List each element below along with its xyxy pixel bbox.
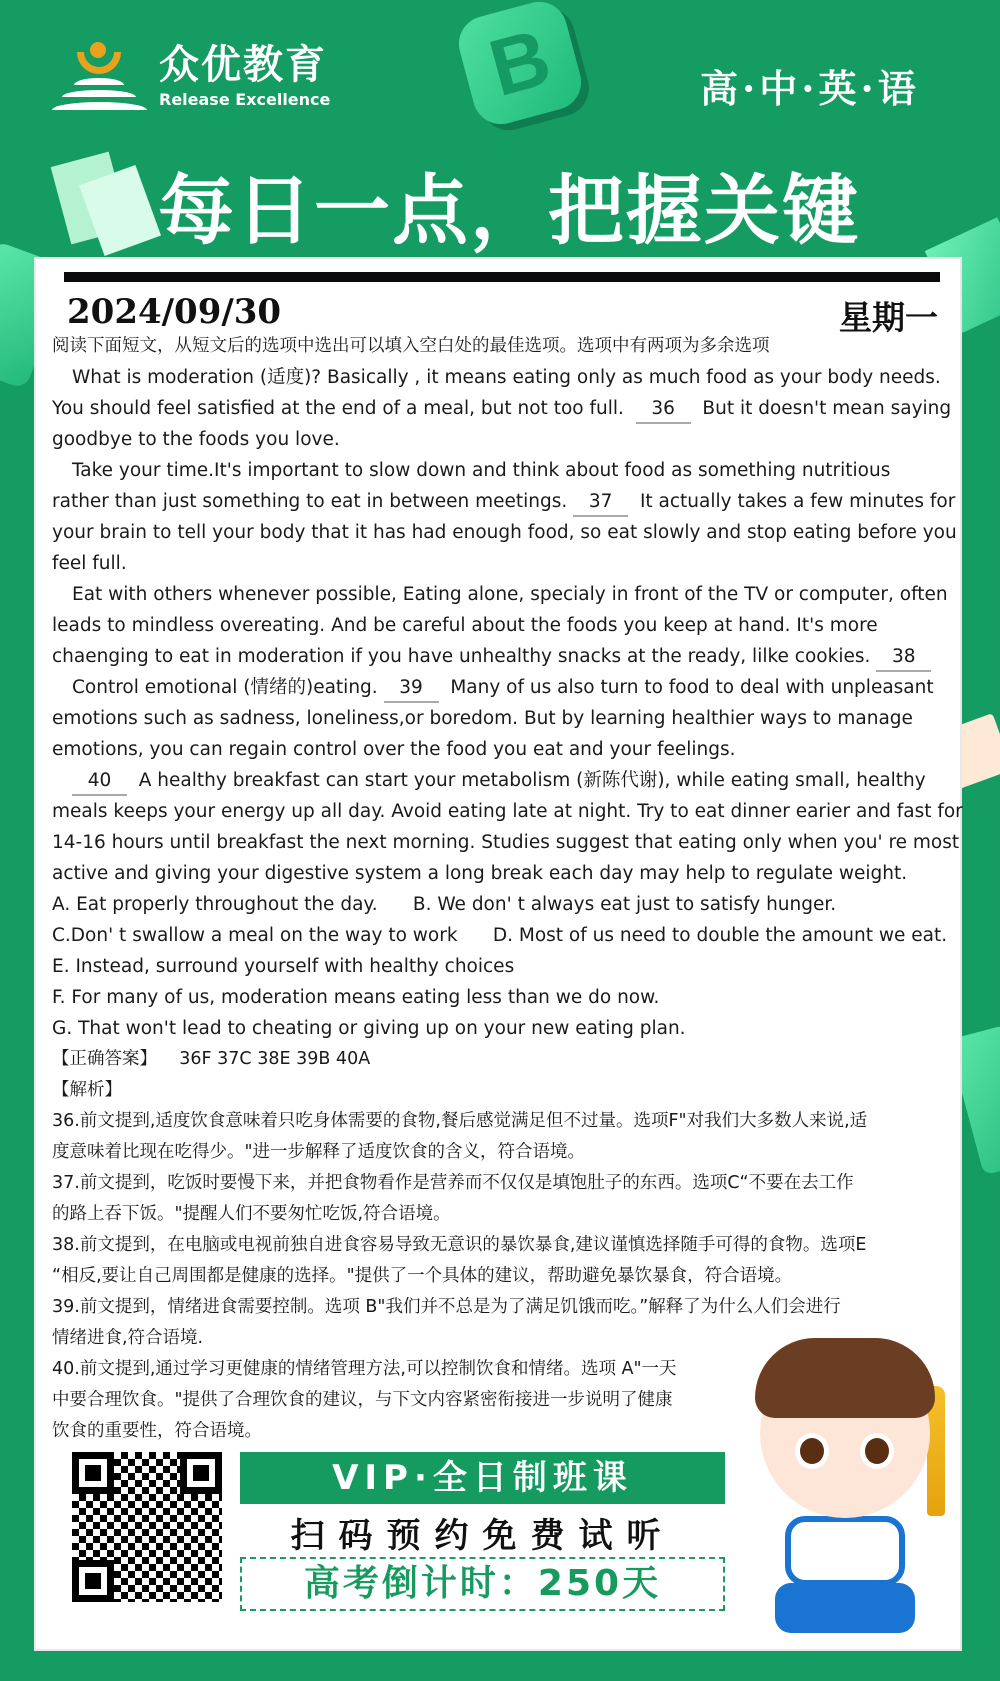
passage-line: rather than just something to eat in between meetings. 37 It actually takes a few minutes for bbox=[52, 486, 942, 517]
analysis-label: 【解析】 bbox=[52, 1080, 122, 1100]
qr-code[interactable] bbox=[72, 1452, 222, 1602]
passage-line: What is moderation (适度)? Basically , it means eating only as much food as your body needs. bbox=[72, 367, 941, 388]
passage-line: active and giving your digestive system a long break each day may help to regulate weight. bbox=[52, 863, 908, 884]
passage-line: meals keeps your energy up all day. Avoid eating late at night. Try to eat dinner earier and fast for bbox=[52, 801, 963, 822]
passage-line: feel full. bbox=[52, 553, 127, 574]
blank-37: 37 bbox=[573, 489, 628, 517]
passage-line: emotions, you can regain control over the food you eat and your feelings. bbox=[52, 739, 736, 760]
article-body bbox=[52, 331, 963, 1447]
letter-b-decoration-icon: B bbox=[453, 0, 588, 130]
date: 2024/09/30 bbox=[67, 292, 282, 332]
analysis-line: “相反,要让自己周围都是健康的选择。"提供了一个具体的建议，帮助避免暴饮暴食，符合语境。 bbox=[52, 1266, 793, 1286]
answer-label: 【正确答案】 bbox=[52, 1049, 157, 1069]
subject-title: 高·中·英·语 bbox=[700, 66, 920, 111]
option-c: C.Don' t swallow a meal on the way to work bbox=[52, 925, 458, 946]
analysis-line: 中要合理饮食。"提供了合理饮食的建议，与下文内容紧密衔接进一步说明了健康 bbox=[52, 1390, 673, 1410]
option-a: A. Eat properly throughout the day. bbox=[52, 894, 378, 915]
passage-line: your brain to tell your body that it has had enough food, so eat slowly and stop eating before you bbox=[52, 522, 957, 543]
passage-line: chaenging to eat in moderation if you have unhealthy snacks at the ready, lilke cookies. 38 bbox=[52, 641, 942, 672]
analysis-line: 38.前文提到，在电脑或电视前独自进食容易导致无意识的暴饮暴食,建议谨慎选择随手可得的食物。选项E bbox=[52, 1235, 867, 1255]
passage-line: leads to mindless overeating. And be careful about the foods you keep at hand. It's more bbox=[52, 615, 878, 636]
analysis-line: 40.前文提到,通过学习更健康的情绪管理方法,可以控制饮食和情绪。选项 A"一天 bbox=[52, 1359, 677, 1379]
analysis-line: 情绪进食,符合语境. bbox=[52, 1328, 204, 1348]
answer-key: 36F 37C 38E 39B 40A bbox=[179, 1049, 371, 1069]
analysis-line: 的路上吞下饭。"提醒人们不要匆忙吃饭,符合语境。 bbox=[52, 1204, 451, 1224]
option-e: E. Instead, surround yourself with healthy choices bbox=[52, 956, 515, 977]
analysis-line: 39.前文提到，情绪进食需要控制。选项 B"我们并不总是为了满足饥饿而吃。”解释了为什么人们会进行 bbox=[52, 1297, 841, 1317]
passage-line: 14-16 hours until breakfast the next morning. Studies suggest that eating only when you' re most bbox=[52, 832, 960, 853]
analysis-line: 饮食的重要性，符合语境。 bbox=[52, 1421, 262, 1441]
option-b: B. We don' t always eat just to satisfy hunger. bbox=[412, 894, 837, 915]
vip-course-banner: VIP·全日制班课 bbox=[240, 1452, 725, 1504]
exam-countdown: 高考倒计时：250天 bbox=[240, 1557, 725, 1611]
headline: 每日一点，把握关键 bbox=[158, 166, 860, 255]
logo-mark-icon bbox=[52, 42, 147, 112]
brand-slogan-en: Release Excellence bbox=[159, 90, 331, 109]
passage-line: You should feel satisfied at the end of a meal, but not too full. 36 But it doesn't mean saying bbox=[52, 393, 942, 424]
option-f: F. For many of us, moderation means eating less than we do now. bbox=[52, 987, 660, 1008]
passage-line: emotions such as sadness, loneliness,or boredom. But by learning healthier ways to manage bbox=[52, 708, 913, 729]
passage-line: 40 A healthy breakfast can start your metabolism (新陈代谢), while eating small, healthy bbox=[52, 765, 942, 796]
passage-line: Take your time.It's important to slow down and think about food as something nutritious bbox=[72, 460, 891, 481]
options-row bbox=[52, 920, 948, 951]
options-row bbox=[52, 889, 942, 920]
divider-bar bbox=[64, 272, 940, 282]
blank-36: 36 bbox=[636, 396, 691, 424]
brand-logo bbox=[52, 42, 330, 112]
passage-line: goodbye to the foods you love. bbox=[52, 429, 340, 450]
passage-line: Eat with others whenever possible, Eating alone, specialy in front of the TV or computer, often bbox=[72, 584, 948, 605]
analysis-line: 36.前文提到,适度饮食意味着只吃身体需要的食物,餐后感觉满足但不过量。选项F"对我们大多数人来说,适 bbox=[52, 1111, 868, 1131]
blank-39: 39 bbox=[384, 675, 439, 703]
weekday: 星期一 bbox=[839, 298, 938, 337]
mascot-illustration bbox=[735, 1338, 975, 1653]
papers-icon bbox=[55, 148, 165, 248]
passage-line: Control emotional (情绪的)eating. 39 Many of us also turn to food to deal with unpleasant bbox=[52, 672, 942, 703]
analysis-line: 度意味着比现在吃得少。"进一步解释了适度饮食的含义，符合语境。 bbox=[52, 1142, 586, 1162]
answer-row bbox=[52, 1044, 942, 1075]
scan-to-book-text: 扫码预约免费试听 bbox=[290, 1516, 675, 1556]
brand-name-cn: 众优教育 bbox=[159, 42, 327, 88]
option-d: D. Most of us need to double the amount we eat. bbox=[492, 925, 948, 946]
option-g: G. That won't lead to cheating or giving up on your new eating plan. bbox=[52, 1018, 686, 1039]
blank-38: 38 bbox=[876, 644, 931, 672]
instruction: 阅读下面短文，从短文后的选项中选出可以填入空白处的最佳选项。选项中有两项为多余选项 bbox=[52, 336, 770, 356]
blank-40: 40 bbox=[72, 768, 127, 796]
analysis-line: 37.前文提到，吃饭时要慢下来，并把食物看作是营养而不仅仅是填饱肚子的东西。选项C“不要在去工作 bbox=[52, 1173, 854, 1193]
